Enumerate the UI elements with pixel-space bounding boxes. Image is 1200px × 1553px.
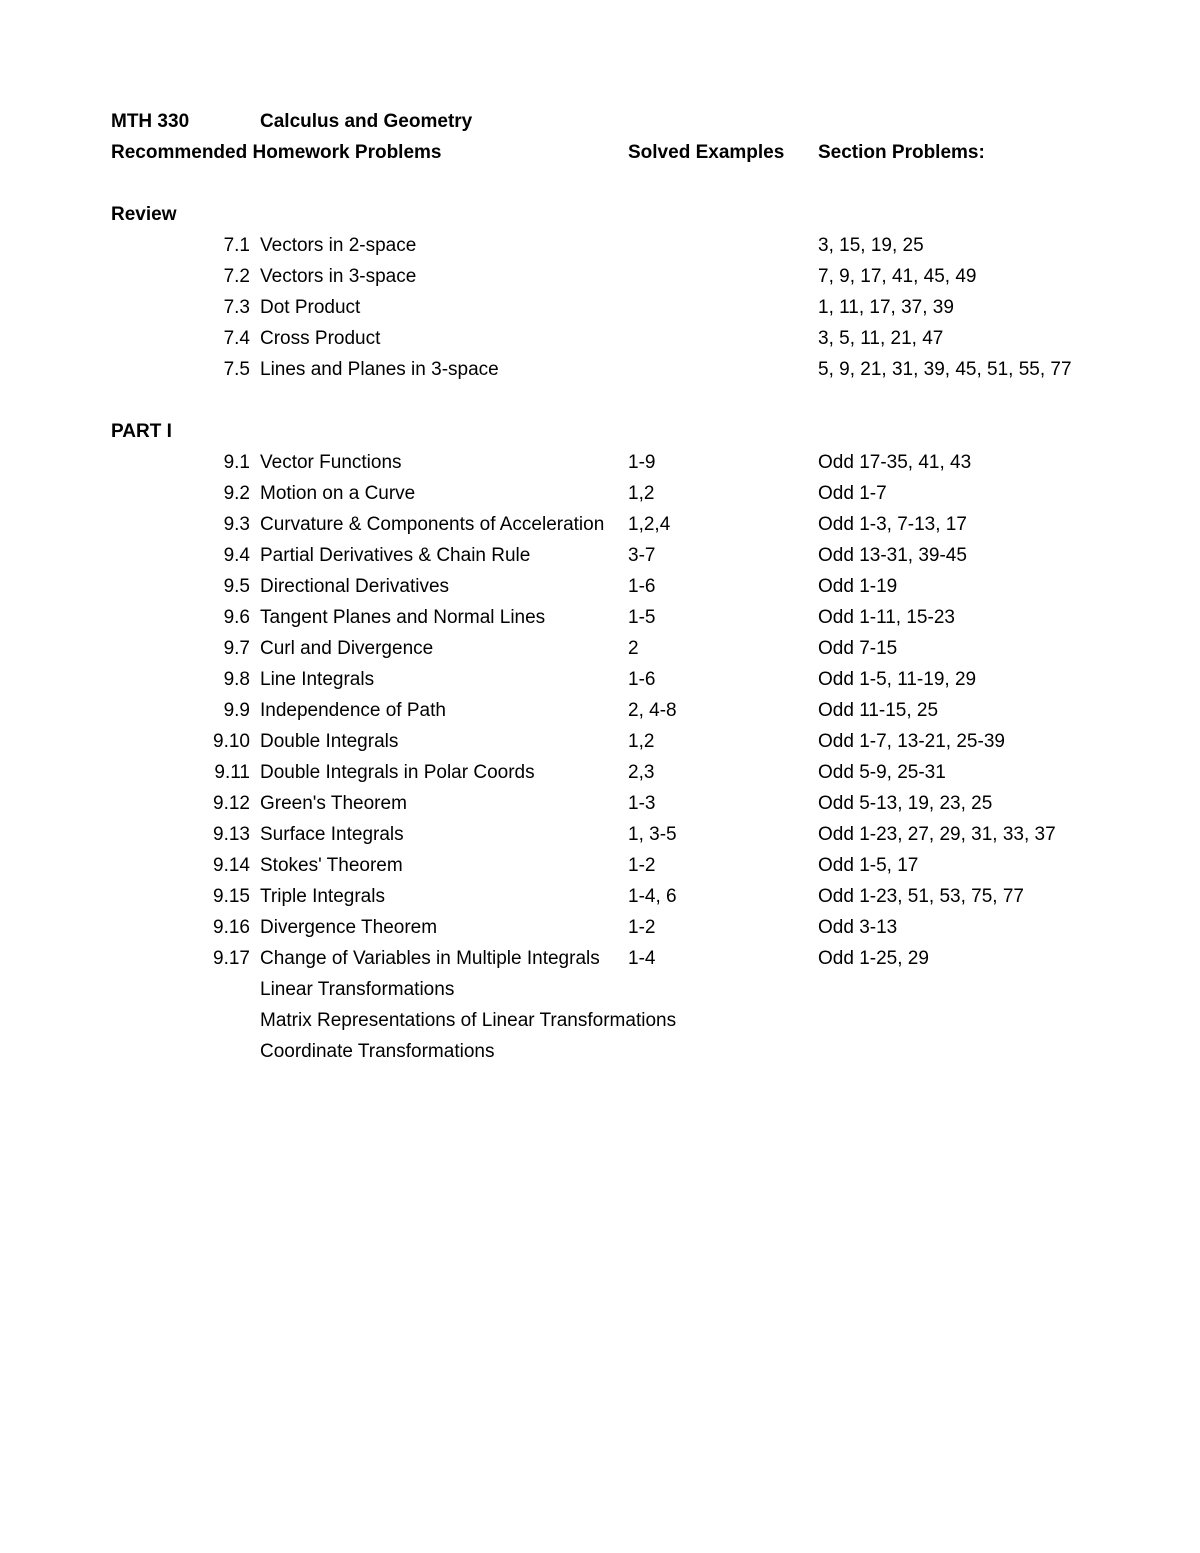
table-row	[0, 447, 1200, 478]
section-problems: Odd 3-13	[818, 917, 898, 938]
table-row	[0, 509, 1200, 540]
table-row	[0, 323, 1200, 354]
section-number: 9.12	[213, 793, 250, 814]
course-code: MTH 330	[111, 111, 190, 132]
section-number: 9.13	[213, 824, 250, 845]
section-number: 9.17	[213, 948, 250, 969]
section-number: 7.5	[223, 359, 250, 380]
section-problems: Odd 5-13, 19, 23, 25	[818, 793, 993, 814]
section-problems: Odd 1-5, 17	[818, 855, 919, 876]
section-heading-line	[0, 416, 1200, 447]
section-topic: Vectors in 3-space	[260, 266, 417, 287]
section-topic: Triple Integrals	[260, 886, 385, 907]
section-topic: Coordinate Transformations	[260, 1041, 495, 1062]
column-header-solved-examples: Solved Examples	[628, 142, 785, 163]
section-topic: Divergence Theorem	[260, 917, 438, 938]
section-topic: Line Integrals	[260, 669, 375, 690]
section-heading: PART I	[111, 421, 172, 442]
table-row	[0, 1005, 1200, 1036]
header-course-line	[0, 106, 1200, 137]
section-topic: Dot Product	[260, 297, 361, 318]
section-problems: Odd 1-25, 29	[818, 948, 929, 969]
solved-examples: 2	[628, 638, 639, 659]
solved-examples: 1-4, 6	[628, 886, 677, 907]
section-number: 9.2	[223, 483, 250, 504]
section-topic: Green's Theorem	[260, 793, 407, 814]
section-topic: Surface Integrals	[260, 824, 404, 845]
document-subtitle: Recommended Homework Problems	[111, 142, 442, 163]
section-problems: 3, 15, 19, 25	[818, 235, 924, 256]
section-problems: Odd 17-35, 41, 43	[818, 452, 972, 473]
table-row	[0, 695, 1200, 726]
section-problems: Odd 11-15, 25	[818, 700, 939, 721]
solved-examples: 1-4	[628, 948, 656, 969]
solved-examples: 2, 4-8	[628, 700, 677, 721]
section-problems: Odd 7-15	[818, 638, 898, 659]
section-topic: Matrix Representations of Linear Transformations	[260, 1010, 677, 1031]
section-number: 9.11	[214, 762, 250, 783]
table-row	[0, 819, 1200, 850]
section-problems: Odd 5-9, 25-31	[818, 762, 946, 783]
solved-examples: 1-3	[628, 793, 656, 814]
section-problems: Odd 1-23, 27, 29, 31, 33, 37	[818, 824, 1056, 845]
solved-examples: 1,2	[628, 483, 655, 504]
section-topic: Motion on a Curve	[260, 483, 416, 504]
table-row	[0, 788, 1200, 819]
section-number: 9.16	[213, 917, 250, 938]
section-topic: Tangent Planes and Normal Lines	[260, 607, 546, 628]
section-number: 9.8	[223, 669, 250, 690]
section-topic: Double Integrals in Polar Coords	[260, 762, 535, 783]
solved-examples: 1-9	[628, 452, 656, 473]
section-problems: 3, 5, 11, 21, 47	[818, 328, 944, 349]
table-row	[0, 757, 1200, 788]
solved-examples: 1-2	[628, 917, 656, 938]
section-problems: Odd 1-3, 7-13, 17	[818, 514, 967, 535]
section-topic: Partial Derivatives & Chain Rule	[260, 545, 531, 566]
section-number: 9.1	[223, 452, 250, 473]
solved-examples: 2,3	[628, 762, 655, 783]
section-topic: Stokes' Theorem	[260, 855, 403, 876]
section-topic: Change of Variables in Multiple Integrals	[260, 948, 600, 969]
section-number: 9.14	[213, 855, 250, 876]
section-topic: Curvature & Components of Acceleration	[260, 514, 605, 535]
solved-examples: 1-5	[628, 607, 656, 628]
table-row	[0, 478, 1200, 509]
table-row	[0, 726, 1200, 757]
table-row	[0, 912, 1200, 943]
section-problems: 1, 11, 17, 37, 39	[818, 297, 954, 318]
table-row	[0, 974, 1200, 1005]
section-number: 9.4	[223, 545, 250, 566]
table-row	[0, 633, 1200, 664]
section-problems: Odd 1-19	[818, 576, 898, 597]
section-topic: Vectors in 2-space	[260, 235, 417, 256]
solved-examples: 1-2	[628, 855, 656, 876]
section-number: 9.15	[213, 886, 250, 907]
section-heading-line	[0, 199, 1200, 230]
section-number: 9.5	[223, 576, 250, 597]
section-problems: 5, 9, 21, 31, 39, 45, 51, 55, 77	[818, 359, 1072, 380]
section-problems: Odd 1-7, 13-21, 25-39	[818, 731, 1005, 752]
section-number: 7.1	[223, 235, 250, 256]
section-topic: Cross Product	[260, 328, 381, 349]
section-topic: Linear Transformations	[260, 979, 455, 1000]
section-problems: Odd 1-23, 51, 53, 75, 77	[818, 886, 1024, 907]
column-header-section-problems: Section Problems:	[818, 142, 985, 163]
solved-examples: 1-6	[628, 669, 656, 690]
table-row	[0, 261, 1200, 292]
course-title: Calculus and Geometry	[260, 111, 473, 132]
section-topic: Lines and Planes in 3-space	[260, 359, 499, 380]
table-row	[0, 230, 1200, 261]
section-problems: 7, 9, 17, 41, 45, 49	[818, 266, 977, 287]
section-topic: Double Integrals	[260, 731, 399, 752]
solved-examples: 1,2,4	[628, 514, 671, 535]
section-topic: Directional Derivatives	[260, 576, 450, 597]
section-topic: Curl and Divergence	[260, 638, 434, 659]
solved-examples: 1,2	[628, 731, 655, 752]
table-row	[0, 602, 1200, 633]
table-row	[0, 540, 1200, 571]
solved-examples: 3-7	[628, 545, 656, 566]
solved-examples: 1, 3-5	[628, 824, 677, 845]
solved-examples: 1-6	[628, 576, 656, 597]
header-columns-line	[0, 137, 1200, 168]
section-topic: Independence of Path	[260, 700, 446, 721]
section-number: 9.6	[223, 607, 250, 628]
section-number: 7.3	[223, 297, 250, 318]
section-problems: Odd 13-31, 39-45	[818, 545, 967, 566]
section-number: 9.7	[223, 638, 250, 659]
table-row	[0, 850, 1200, 881]
table-row	[0, 354, 1200, 385]
section-number: 7.2	[223, 266, 250, 287]
table-row	[0, 292, 1200, 323]
table-row	[0, 571, 1200, 602]
section-number: 9.10	[213, 731, 250, 752]
section-number: 9.9	[223, 700, 250, 721]
section-problems: Odd 1-7	[818, 483, 887, 504]
section-problems: Odd 1-5, 11-19, 29	[818, 669, 977, 690]
section-number: 7.4	[223, 328, 250, 349]
table-row	[0, 664, 1200, 695]
section-problems: Odd 1-11, 15-23	[818, 607, 955, 628]
table-row	[0, 881, 1200, 912]
section-number: 9.3	[223, 514, 250, 535]
table-row	[0, 943, 1200, 974]
section-topic: Vector Functions	[260, 452, 402, 473]
section-heading: Review	[111, 204, 177, 225]
table-row	[0, 1036, 1200, 1067]
